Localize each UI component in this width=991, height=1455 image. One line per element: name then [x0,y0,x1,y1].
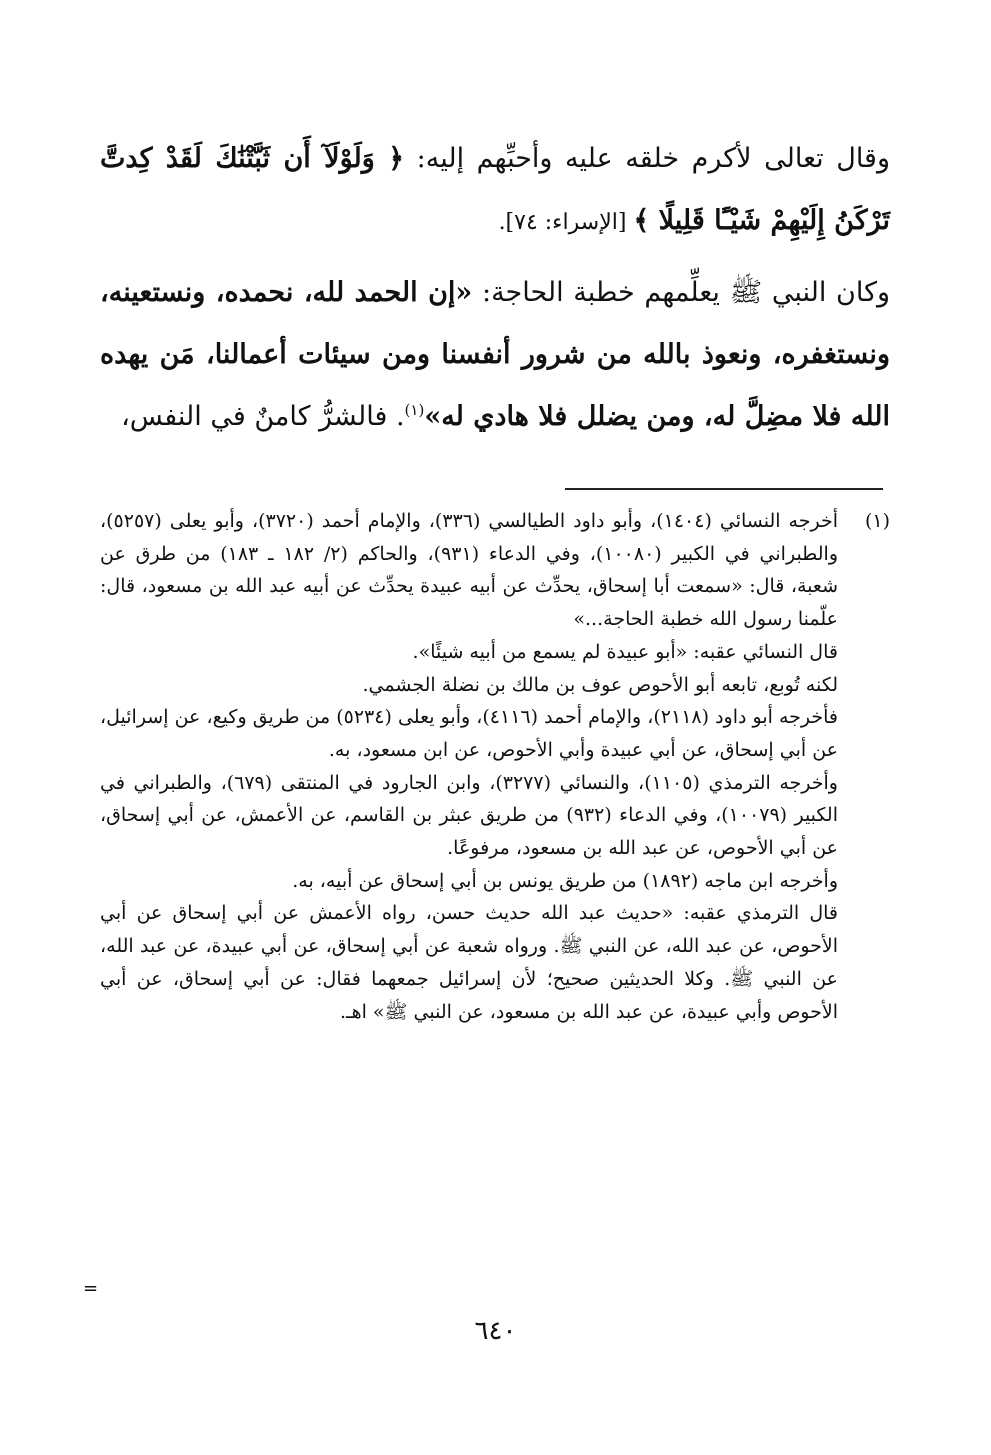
paragraph-hadith [100,262,890,448]
footnote-paragraph: لكنه تُوبع، تابعه أبو الأحوص عوف بن مالك بن نضلة الجشمي. [362,673,838,696]
footnote-marker[interactable]: (١) [404,401,425,419]
footnote-paragraph: أخرجه النسائي (١٤٠٤)، وأبو داود الطيالسي (٣٣٦)، والإمام أحمد (٣٧٢٠)، وأبو يعلى (٥٢٥٧)، والطبراني في الكبير (١٠٠٨٠)، وفي الدعاء (٩٣١)، والحاكم (٢/ ١٨٢ ـ ١٨٣) من طرق عن شعبة، قال: «سمعت أبا إسحاق، يحدِّث عن أبيه عبيدة يحدِّث عن أبيه عبد الله بن مسعود، قال: علّمنا رسول الله خطبة الحاجة...» [100,510,839,631]
footnote-paragraph: وأخرجه ابن ماجه (١٨٩٢) من طريق يونس بن أبي إسحاق عن أبيه، به. [292,869,838,892]
footnote-paragraph: قال النسائي عقبه: «أبو عبيدة لم يسمع من أبيه شيئًا». [412,640,838,663]
verse-reference: [الإسراء: ٧٤]. [498,210,634,235]
footnote-separator [565,488,883,490]
hadith-intro: وكان النبي ﷺ يعلِّمهم خطبة الحاجة: [472,277,890,308]
hadith-text: «إن الحمد لله، نحمده، ونستعينه، ونستغفره، ونعوذ بالله من شرور أنفسنا ومن سيئات أعمالنا، مَن يهده الله فلا مضِلَّ له، ومن يضلل فلا هادي له» [100,277,890,432]
verse-intro: وقال تعالى لأكرم خلقه عليه وأحبِّهم إليه: [404,143,891,174]
main-text [100,128,890,448]
footnote-paragraph: وأخرجه الترمذي (١١٠٥)، والنسائي (٣٢٧٧)، وابن الجارود في المنتقى (٦٧٩)، والطبراني في الكبير (١٠٠٧٩)، وفي الدعاء (٩٣٢) من طريق عبثر بن القاسم، عن الأعمش، عن أبي إسحاق، عن أبي الأحوص، عن عبد الله بن مسعود، مرفوعًا. [100,771,838,860]
footnote-paragraph: فأخرجه أبو داود (٢١١٨)، والإمام أحمد (٤١١٦)، وأبو يعلى (٥٢٣٤) من طريق وكيع، عن إسرائيل، عن أبي إسحاق، عن أبي عبيدة وأبي الأحوص، عن ابن مسعود، به. [100,706,839,761]
page-number: ٦٤٠ [474,1316,517,1346]
footnote-paragraph: قال الترمذي عقبه: «حديث عبد الله حديث حسن، رواه الأعمش عن أبي إسحاق عن أبي الأحوص، عن عبد الله، عن النبي ﷺ. ورواه شعبة عن أبي إسحاق، عن أبي عبيدة، عن عبد الله، عن النبي ﷺ. وكلا الحديثين صحيح؛ لأن إسرائيل جمعهما فقال: عن أبي إسحاق، عن أبي الأحوص وأبي عبيدة، عن عبد الله بن مسعود، عن النبي ﷺ» اهـ. [100,902,838,1023]
footnote-1 [100,505,890,1028]
footnote-number: (١) [864,510,890,532]
continuation-mark: = [83,1278,99,1299]
quran-verse: ﴿ وَلَوْلَآ أَن ثَبَّتْنَٰكَ لَقَدْ كِدتَّ تَرْكَنُ إِلَيْهِمْ شَيْـًٔا قَلِيلًا ﴾ [100,143,890,236]
paragraph-continuation: . فالشرُّ كامنٌ في النفس، [121,401,405,432]
paragraph-quran-verse [100,128,890,254]
footnotes [100,505,890,1028]
